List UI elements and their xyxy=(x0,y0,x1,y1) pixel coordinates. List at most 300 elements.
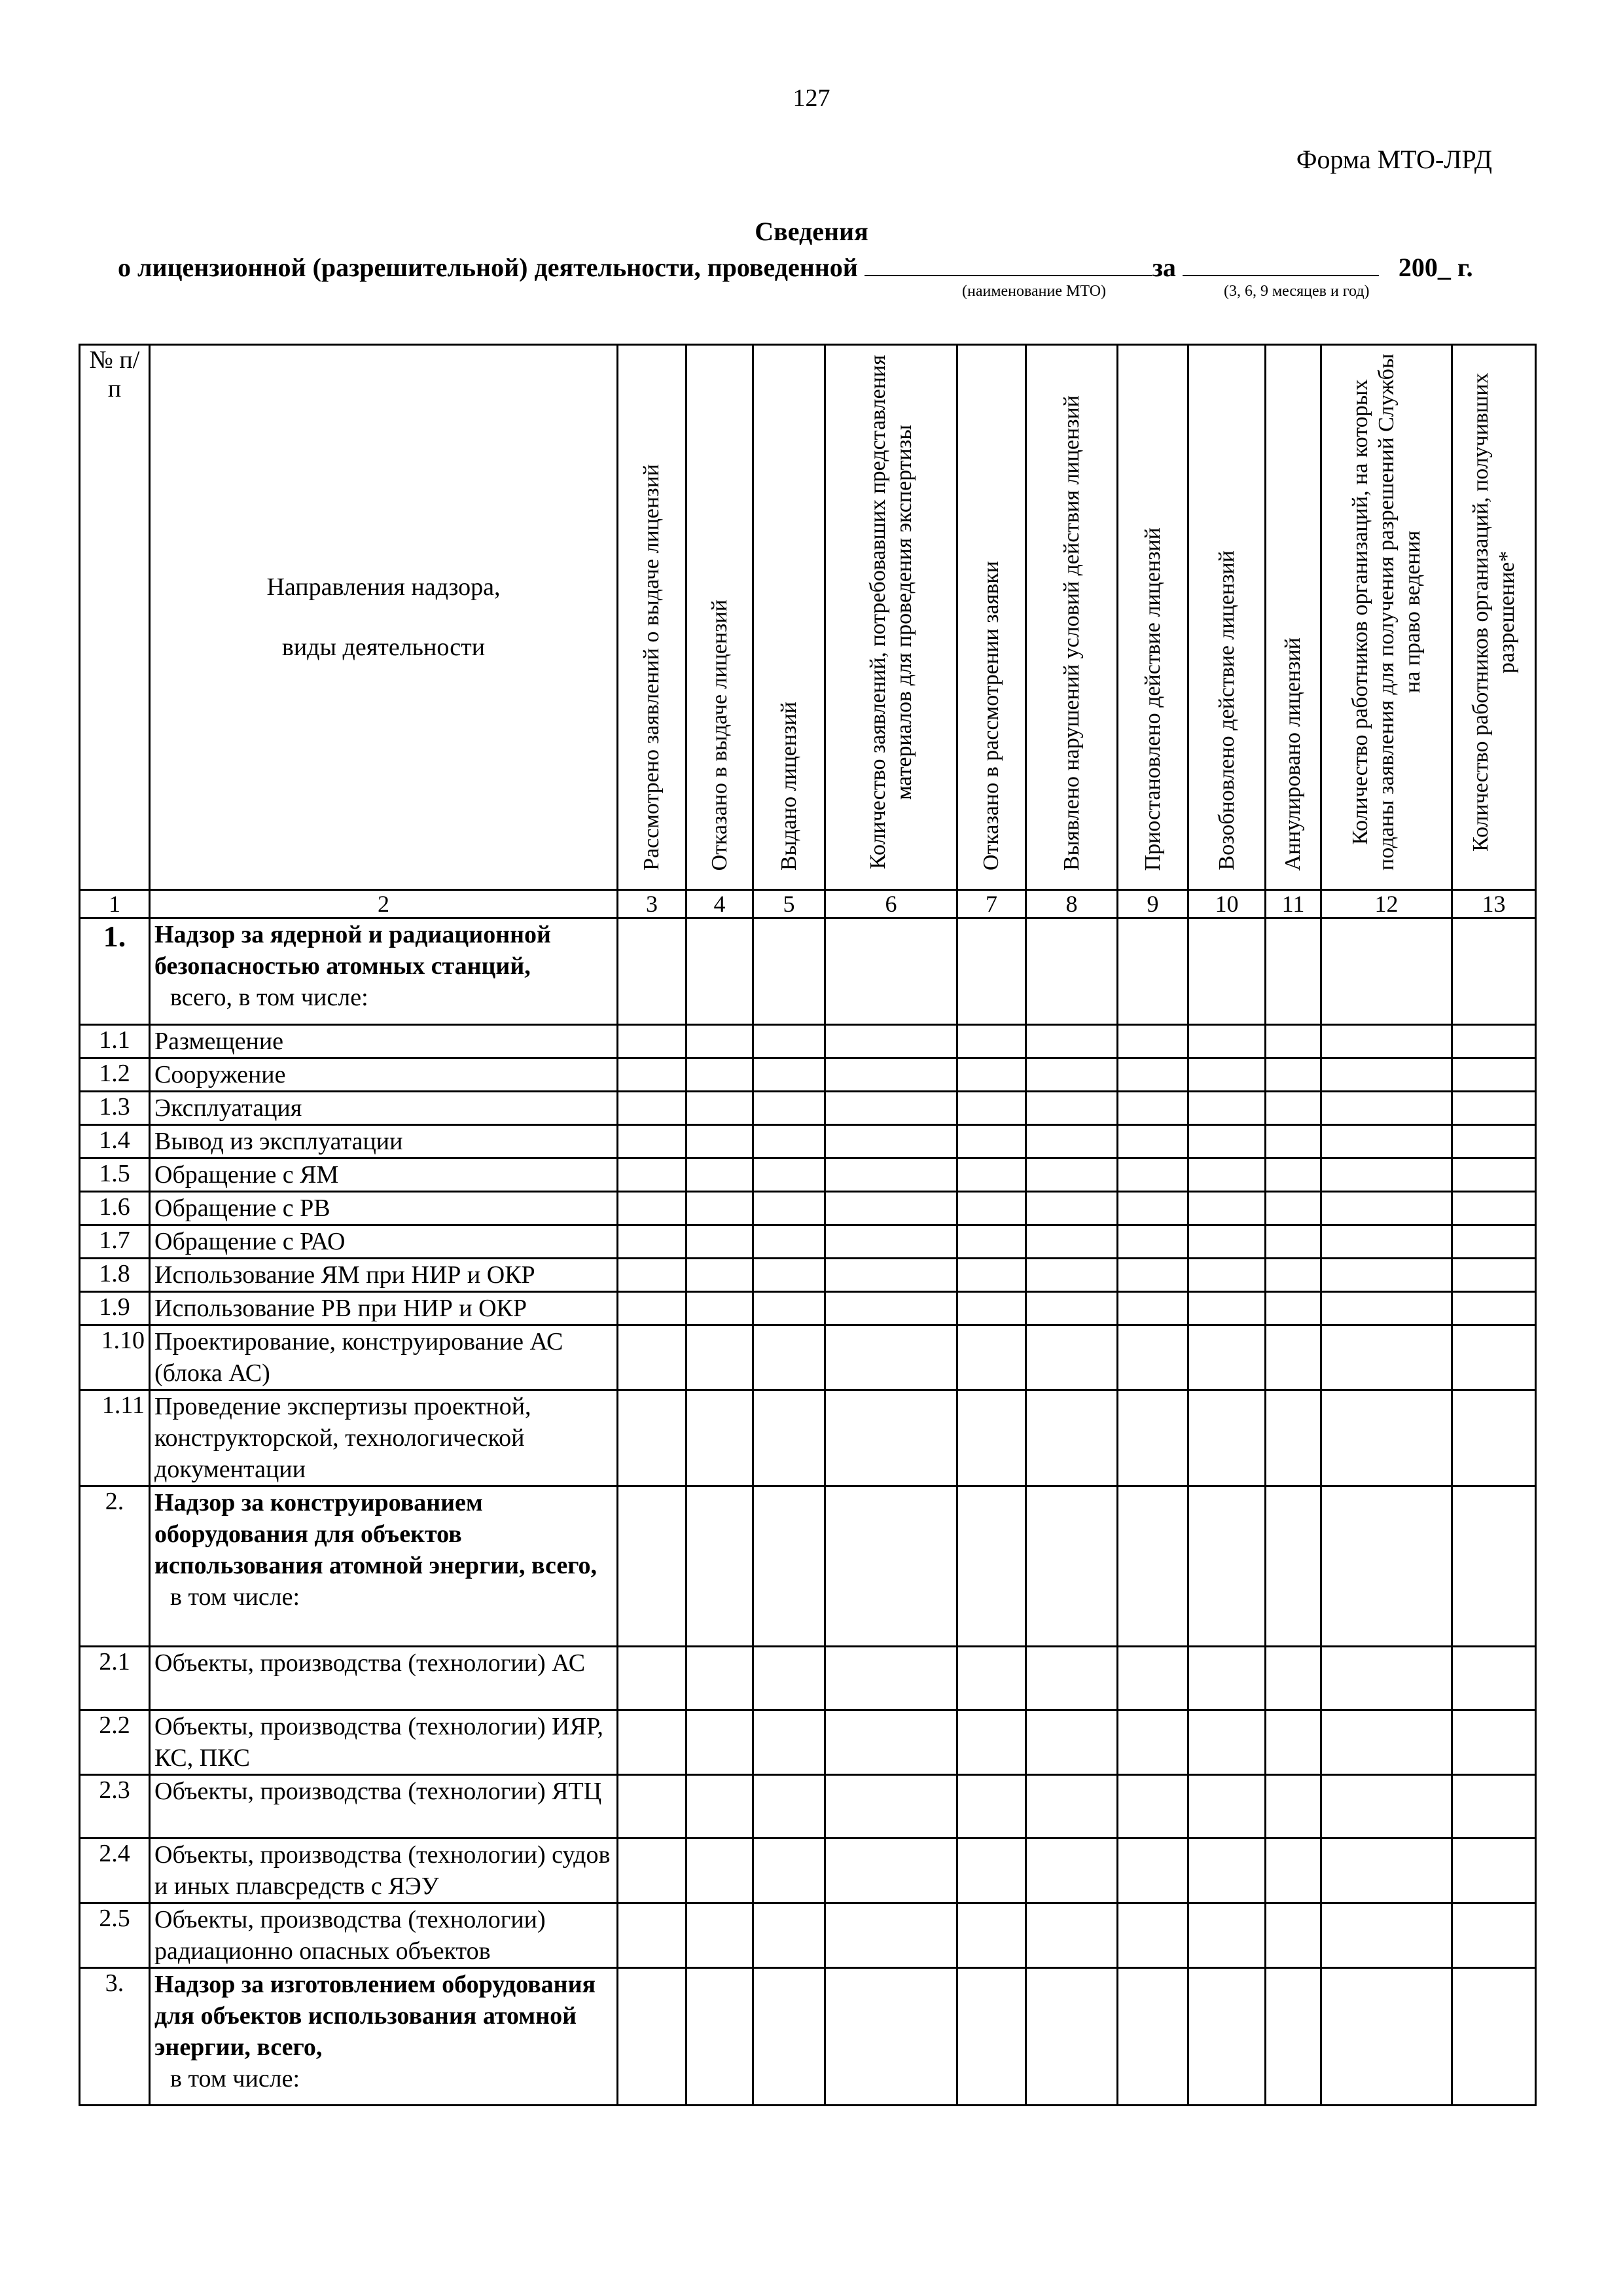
data-cell[interactable] xyxy=(1118,1390,1188,1486)
data-cell[interactable] xyxy=(1266,1259,1321,1292)
data-cell[interactable] xyxy=(753,1647,825,1710)
data-cell[interactable] xyxy=(687,1968,753,2106)
table-row xyxy=(80,1225,1536,1259)
data-cell[interactable] xyxy=(957,1125,1026,1158)
data-cell[interactable] xyxy=(1026,1192,1118,1225)
data-cell[interactable] xyxy=(753,1325,825,1390)
data-cell[interactable] xyxy=(957,1192,1026,1225)
data-cell[interactable] xyxy=(1026,1025,1118,1058)
data-cell[interactable] xyxy=(618,1225,687,1259)
table-row xyxy=(80,1058,1536,1092)
data-cell[interactable] xyxy=(753,1259,825,1292)
data-cell[interactable] xyxy=(825,1025,957,1058)
column-number: 1 xyxy=(80,890,150,918)
subheading-for: за xyxy=(1152,253,1176,282)
header-row xyxy=(80,345,1536,890)
data-cell[interactable] xyxy=(825,1292,957,1325)
data-cell[interactable] xyxy=(618,1325,687,1390)
data-cell[interactable] xyxy=(618,918,687,1025)
row-activity-name xyxy=(150,1968,618,2106)
data-cell[interactable] xyxy=(957,1292,1026,1325)
data-cell[interactable] xyxy=(1452,1968,1536,2106)
data-cell[interactable] xyxy=(1321,1775,1452,1839)
row-number: 1.5 xyxy=(80,1158,150,1192)
page-number: 127 xyxy=(793,84,830,112)
data-cell[interactable] xyxy=(1321,1158,1452,1192)
data-cell[interactable] xyxy=(753,1903,825,1968)
data-cell[interactable] xyxy=(957,1225,1026,1259)
data-cell[interactable] xyxy=(1452,1390,1536,1486)
table-row xyxy=(80,918,1536,1025)
data-cell[interactable] xyxy=(1188,1192,1266,1225)
data-cell[interactable] xyxy=(1321,918,1452,1025)
data-cell[interactable] xyxy=(753,1158,825,1192)
data-cell[interactable] xyxy=(618,1775,687,1839)
data-cell[interactable] xyxy=(618,1710,687,1775)
data-cell[interactable] xyxy=(618,1486,687,1647)
data-cell[interactable] xyxy=(687,1092,753,1125)
row-activity-label: Вывод из эксплуатации xyxy=(154,1128,403,1155)
data-cell[interactable] xyxy=(957,918,1026,1025)
data-cell[interactable] xyxy=(957,1259,1026,1292)
data-cell[interactable] xyxy=(753,1968,825,2106)
data-cell[interactable] xyxy=(1321,1325,1452,1390)
data-cell[interactable] xyxy=(1266,1225,1321,1259)
data-cell[interactable] xyxy=(1118,1158,1188,1192)
data-cell[interactable] xyxy=(1188,918,1266,1025)
data-cell[interactable] xyxy=(825,1058,957,1092)
data-cell[interactable] xyxy=(1026,1486,1118,1647)
row-activity-name xyxy=(150,1025,618,1058)
data-cell[interactable] xyxy=(1026,1158,1118,1192)
data-cell[interactable] xyxy=(1188,1903,1266,1968)
data-cell[interactable] xyxy=(618,1390,687,1486)
data-cell[interactable] xyxy=(687,1710,753,1775)
table-row xyxy=(80,1092,1536,1125)
data-cell[interactable] xyxy=(618,1903,687,1968)
header-col-9: Приостановлено действие лицензий xyxy=(1118,345,1188,890)
data-cell[interactable] xyxy=(1266,1092,1321,1125)
data-cell[interactable] xyxy=(1118,1903,1188,1968)
data-cell[interactable] xyxy=(1321,1259,1452,1292)
data-cell[interactable] xyxy=(1321,1125,1452,1158)
data-cell[interactable] xyxy=(753,1292,825,1325)
column-number: 13 xyxy=(1452,890,1536,918)
data-cell[interactable] xyxy=(687,1058,753,1092)
data-cell[interactable] xyxy=(825,1968,957,2106)
table-row xyxy=(80,1903,1536,1968)
data-cell[interactable] xyxy=(618,1647,687,1710)
data-cell[interactable] xyxy=(618,1292,687,1325)
data-cell[interactable] xyxy=(1118,1025,1188,1058)
row-activity-label: Сооружение xyxy=(154,1061,286,1088)
row-activity-name xyxy=(150,1125,618,1158)
data-cell[interactable] xyxy=(687,1775,753,1839)
document-subheading xyxy=(118,252,1473,283)
row-activity-label: Обращение с ЯМ xyxy=(154,1161,339,1189)
data-cell[interactable] xyxy=(1452,1292,1536,1325)
data-cell[interactable] xyxy=(957,1390,1026,1486)
data-cell[interactable] xyxy=(1452,1710,1536,1775)
data-cell[interactable] xyxy=(957,1775,1026,1839)
data-cell[interactable] xyxy=(1188,1710,1266,1775)
column-number: 11 xyxy=(1266,890,1321,918)
data-cell[interactable] xyxy=(1321,1192,1452,1225)
data-cell[interactable] xyxy=(1452,1225,1536,1259)
data-cell[interactable] xyxy=(618,1092,687,1125)
data-cell[interactable] xyxy=(753,1390,825,1486)
column-number: 3 xyxy=(618,890,687,918)
data-cell[interactable] xyxy=(1266,1486,1321,1647)
data-cell[interactable] xyxy=(1452,1903,1536,1968)
data-cell[interactable] xyxy=(1452,1058,1536,1092)
data-cell[interactable] xyxy=(957,1092,1026,1125)
data-cell[interactable] xyxy=(618,1125,687,1158)
column-number: 2 xyxy=(150,890,618,918)
data-cell[interactable] xyxy=(1026,1092,1118,1125)
column-number: 7 xyxy=(957,890,1026,918)
row-activity-label: Проведение экспертизы проектной, конструкторской, технологической документации xyxy=(154,1393,531,1483)
data-cell[interactable] xyxy=(1266,1710,1321,1775)
data-cell[interactable] xyxy=(1118,918,1188,1025)
header-col-12: Количество работников организаций, на которых поданы заявления для получения разрешений Службы на право ведения xyxy=(1321,345,1452,890)
data-cell[interactable] xyxy=(1026,1225,1118,1259)
data-cell[interactable] xyxy=(618,1259,687,1292)
data-cell[interactable] xyxy=(1118,1192,1188,1225)
mto-name-hint: (наименование МТО) xyxy=(962,283,1107,300)
data-cell[interactable] xyxy=(957,1968,1026,2106)
data-cell[interactable] xyxy=(1266,1903,1321,1968)
table-row xyxy=(80,1125,1536,1158)
data-cell[interactable] xyxy=(1118,1125,1188,1158)
data-cell[interactable] xyxy=(1452,1839,1536,1903)
header-col-10: Возобновлено действие лицензий xyxy=(1188,345,1266,890)
data-cell[interactable] xyxy=(687,1225,753,1259)
row-activity-label: Объекты, производства (технологии) радиационно опасных объектов xyxy=(154,1906,546,1965)
row-activity-label: Надзор за изготовлением оборудования для объектов использования атомной энергии, всего, xyxy=(154,1971,596,2061)
data-cell[interactable] xyxy=(825,1158,957,1192)
header-direction-line2: виды деятельности xyxy=(281,634,486,661)
data-cell[interactable] xyxy=(687,1647,753,1710)
data-cell[interactable] xyxy=(957,1647,1026,1710)
row-number: 1.4 xyxy=(80,1125,150,1158)
row-activity-label: Обращение с РВ xyxy=(154,1194,330,1222)
data-cell[interactable] xyxy=(1118,1092,1188,1125)
data-cell[interactable] xyxy=(1118,1486,1188,1647)
row-activity-label: Объекты, производства (технологии) ЯТЦ xyxy=(154,1778,602,1805)
data-cell[interactable] xyxy=(1188,1158,1266,1192)
data-cell[interactable] xyxy=(1321,1839,1452,1903)
data-cell[interactable] xyxy=(825,918,957,1025)
data-cell[interactable] xyxy=(825,1225,957,1259)
data-cell[interactable] xyxy=(1266,1025,1321,1058)
row-activity-name xyxy=(150,1325,618,1390)
data-cell[interactable] xyxy=(1118,1225,1188,1259)
row-activity-name xyxy=(150,1058,618,1092)
data-cell[interactable] xyxy=(753,1092,825,1125)
data-cell[interactable] xyxy=(1266,1325,1321,1390)
data-cell[interactable] xyxy=(687,1192,753,1225)
column-number: 8 xyxy=(1026,890,1118,918)
header-col-11: Аннулировано лицензий xyxy=(1266,345,1321,890)
column-number: 9 xyxy=(1118,890,1188,918)
data-cell[interactable] xyxy=(957,1025,1026,1058)
row-number: 1.10 xyxy=(80,1325,150,1390)
data-cell[interactable] xyxy=(1118,1710,1188,1775)
data-cell[interactable] xyxy=(1188,1225,1266,1259)
data-cell[interactable] xyxy=(1026,1647,1118,1710)
data-cell[interactable] xyxy=(1321,1903,1452,1968)
data-cell[interactable] xyxy=(1266,1390,1321,1486)
data-cell[interactable] xyxy=(1118,1839,1188,1903)
column-number: 5 xyxy=(753,890,825,918)
data-cell[interactable] xyxy=(1452,918,1536,1025)
data-cell[interactable] xyxy=(618,1058,687,1092)
data-cell[interactable] xyxy=(618,1192,687,1225)
header-direction xyxy=(150,345,618,890)
data-cell[interactable] xyxy=(1026,1058,1118,1092)
data-cell[interactable] xyxy=(753,1192,825,1225)
row-number: 2.5 xyxy=(80,1903,150,1968)
data-cell[interactable] xyxy=(1188,1839,1266,1903)
row-activity-name xyxy=(150,1775,618,1839)
row-activity-name xyxy=(150,1092,618,1125)
data-cell[interactable] xyxy=(957,1058,1026,1092)
data-cell[interactable] xyxy=(753,1775,825,1839)
license-activity-table xyxy=(79,344,1537,2106)
data-cell[interactable] xyxy=(687,1125,753,1158)
data-cell[interactable] xyxy=(825,1486,957,1647)
data-cell[interactable] xyxy=(1118,1775,1188,1839)
header-col-6: Количество заявлений, потребовавших представления материалов для проведения экспертизы xyxy=(825,345,957,890)
row-number: 1.7 xyxy=(80,1225,150,1259)
table-body xyxy=(80,918,1536,2106)
data-cell[interactable] xyxy=(957,1325,1026,1390)
data-cell[interactable] xyxy=(753,1025,825,1058)
data-cell[interactable] xyxy=(1188,1775,1266,1839)
data-cell[interactable] xyxy=(1188,1486,1266,1647)
data-cell[interactable] xyxy=(1118,1647,1188,1710)
data-cell[interactable] xyxy=(1026,1292,1118,1325)
row-activity-label: Надзор за ядерной и радиационной безопасностью атомных станций, xyxy=(154,921,551,980)
data-cell[interactable] xyxy=(753,1058,825,1092)
data-cell[interactable] xyxy=(1452,1192,1536,1225)
data-cell[interactable] xyxy=(753,1839,825,1903)
data-cell[interactable] xyxy=(1118,1968,1188,2106)
data-cell[interactable] xyxy=(687,1903,753,1968)
data-cell[interactable] xyxy=(1188,1259,1266,1292)
data-cell[interactable] xyxy=(1321,1092,1452,1125)
row-number: 1.2 xyxy=(80,1058,150,1092)
data-cell[interactable] xyxy=(1266,1292,1321,1325)
table-row xyxy=(80,1775,1536,1839)
data-cell[interactable] xyxy=(618,1025,687,1058)
data-cell[interactable] xyxy=(825,1839,957,1903)
data-cell[interactable] xyxy=(825,1647,957,1710)
data-cell[interactable] xyxy=(1118,1259,1188,1292)
data-cell[interactable] xyxy=(1321,1486,1452,1647)
header-direction-line1: Направления надзора, xyxy=(266,573,501,601)
table-row xyxy=(80,1710,1536,1775)
data-cell[interactable] xyxy=(825,1192,957,1225)
data-cell[interactable] xyxy=(825,1903,957,1968)
data-cell[interactable] xyxy=(1188,1390,1266,1486)
data-cell[interactable] xyxy=(618,1968,687,2106)
table-row xyxy=(80,1839,1536,1903)
data-cell[interactable] xyxy=(1452,1647,1536,1710)
data-cell[interactable] xyxy=(1266,1839,1321,1903)
data-cell[interactable] xyxy=(1266,1058,1321,1092)
row-activity-name xyxy=(150,1192,618,1225)
data-cell[interactable] xyxy=(957,1158,1026,1192)
row-number: 1.6 xyxy=(80,1192,150,1225)
data-cell[interactable] xyxy=(825,1775,957,1839)
header-col-13: Количество работников организаций, получивших разрешение* xyxy=(1452,345,1536,890)
data-cell[interactable] xyxy=(753,1225,825,1259)
row-activity-name xyxy=(150,1710,618,1775)
data-cell[interactable] xyxy=(957,1710,1026,1775)
data-cell[interactable] xyxy=(1118,1325,1188,1390)
data-cell[interactable] xyxy=(1321,1390,1452,1486)
data-cell[interactable] xyxy=(1321,1058,1452,1092)
row-activity-subtitle: в том числе: xyxy=(170,2065,300,2092)
data-cell[interactable] xyxy=(957,1839,1026,1903)
row-activity-name xyxy=(150,1903,618,1968)
data-cell[interactable] xyxy=(687,1390,753,1486)
data-cell[interactable] xyxy=(957,1486,1026,1647)
data-cell[interactable] xyxy=(618,1839,687,1903)
data-cell[interactable] xyxy=(1026,1259,1118,1292)
row-number: 1.3 xyxy=(80,1092,150,1125)
row-number: 3. xyxy=(80,1968,150,2106)
row-number: 1.8 xyxy=(80,1259,150,1292)
data-cell[interactable] xyxy=(753,1125,825,1158)
data-cell[interactable] xyxy=(1026,1710,1118,1775)
data-cell[interactable] xyxy=(1266,1968,1321,2106)
data-cell[interactable] xyxy=(1026,1390,1118,1486)
row-activity-name xyxy=(150,1486,618,1647)
data-cell[interactable] xyxy=(1188,1292,1266,1325)
data-cell[interactable] xyxy=(1321,1647,1452,1710)
data-cell[interactable] xyxy=(825,1092,957,1125)
data-cell[interactable] xyxy=(687,1486,753,1647)
data-cell[interactable] xyxy=(825,1125,957,1158)
data-cell[interactable] xyxy=(1118,1292,1188,1325)
row-number: 2.4 xyxy=(80,1839,150,1903)
data-cell[interactable] xyxy=(1026,918,1118,1025)
row-activity-subtitle: в том числе: xyxy=(170,1583,300,1611)
data-cell[interactable] xyxy=(687,1025,753,1058)
data-cell[interactable] xyxy=(1188,1325,1266,1390)
row-activity-name xyxy=(150,1390,618,1486)
data-cell[interactable] xyxy=(1321,1968,1452,2106)
data-cell[interactable] xyxy=(1452,1125,1536,1158)
column-number: 6 xyxy=(825,890,957,918)
row-activity-name xyxy=(150,1839,618,1903)
data-cell[interactable] xyxy=(1026,1839,1118,1903)
column-number: 12 xyxy=(1321,890,1452,918)
data-cell[interactable] xyxy=(1026,1125,1118,1158)
row-number: 1.11 xyxy=(80,1390,150,1486)
data-cell[interactable] xyxy=(825,1259,957,1292)
document-heading: Сведения xyxy=(755,217,868,246)
data-cell[interactable] xyxy=(687,1292,753,1325)
row-activity-label: Надзор за конструированием оборудования для объектов использования атомной энергии, всего, xyxy=(154,1489,597,1579)
data-cell[interactable] xyxy=(1266,1125,1321,1158)
data-cell[interactable] xyxy=(1452,1092,1536,1125)
data-cell[interactable] xyxy=(1452,1259,1536,1292)
table-row xyxy=(80,1325,1536,1390)
row-number: 1. xyxy=(80,918,150,1025)
data-cell[interactable] xyxy=(1118,1058,1188,1092)
data-cell[interactable] xyxy=(1188,1025,1266,1058)
column-number: 10 xyxy=(1188,890,1266,918)
data-cell[interactable] xyxy=(687,1158,753,1192)
data-cell[interactable] xyxy=(1188,1092,1266,1125)
row-activity-name xyxy=(150,1647,618,1710)
data-cell[interactable] xyxy=(1452,1486,1536,1647)
data-cell[interactable] xyxy=(1026,1325,1118,1390)
data-cell[interactable] xyxy=(687,1325,753,1390)
row-activity-label: Использование ЯМ при НИР и ОКР xyxy=(154,1261,535,1289)
data-cell[interactable] xyxy=(1266,918,1321,1025)
data-cell[interactable] xyxy=(957,1903,1026,1968)
data-cell[interactable] xyxy=(753,1486,825,1647)
period-field[interactable] xyxy=(1183,253,1379,276)
data-cell[interactable] xyxy=(825,1710,957,1775)
row-number: 2. xyxy=(80,1486,150,1647)
data-cell[interactable] xyxy=(1026,1775,1118,1839)
data-cell[interactable] xyxy=(1452,1158,1536,1192)
data-cell[interactable] xyxy=(1452,1025,1536,1058)
mto-name-field[interactable] xyxy=(865,253,1152,276)
table-row xyxy=(80,1025,1536,1058)
data-cell[interactable] xyxy=(1266,1647,1321,1710)
data-cell[interactable] xyxy=(1188,1968,1266,2106)
row-number: 2.2 xyxy=(80,1710,150,1775)
form-code: Форма МТО-ЛРД xyxy=(1296,145,1492,174)
data-cell[interactable] xyxy=(687,918,753,1025)
data-cell[interactable] xyxy=(1026,1968,1118,2106)
data-cell[interactable] xyxy=(1321,1710,1452,1775)
column-number: 4 xyxy=(687,890,753,918)
data-cell[interactable] xyxy=(1321,1025,1452,1058)
row-activity-name xyxy=(150,1158,618,1192)
data-cell[interactable] xyxy=(618,1158,687,1192)
data-cell[interactable] xyxy=(1026,1903,1118,1968)
data-cell[interactable] xyxy=(1266,1775,1321,1839)
row-activity-label: Объекты, производства (технологии) судов и иных плавсредств с ЯЭУ xyxy=(154,1841,611,1900)
data-cell[interactable] xyxy=(1188,1058,1266,1092)
data-cell[interactable] xyxy=(1266,1192,1321,1225)
data-cell[interactable] xyxy=(753,1710,825,1775)
data-cell[interactable] xyxy=(1266,1158,1321,1192)
data-cell[interactable] xyxy=(1321,1292,1452,1325)
table-row xyxy=(80,1647,1536,1710)
data-cell[interactable] xyxy=(1321,1225,1452,1259)
data-cell[interactable] xyxy=(687,1259,753,1292)
data-cell[interactable] xyxy=(1188,1647,1266,1710)
data-cell[interactable] xyxy=(825,1390,957,1486)
data-cell[interactable] xyxy=(687,1839,753,1903)
data-cell[interactable] xyxy=(1188,1125,1266,1158)
header-col-4: Отказано в выдаче лицензий xyxy=(687,345,753,890)
data-cell[interactable] xyxy=(753,918,825,1025)
data-cell[interactable] xyxy=(1452,1775,1536,1839)
data-cell[interactable] xyxy=(1452,1325,1536,1390)
data-cell[interactable] xyxy=(825,1325,957,1390)
row-number: 2.1 xyxy=(80,1647,150,1710)
